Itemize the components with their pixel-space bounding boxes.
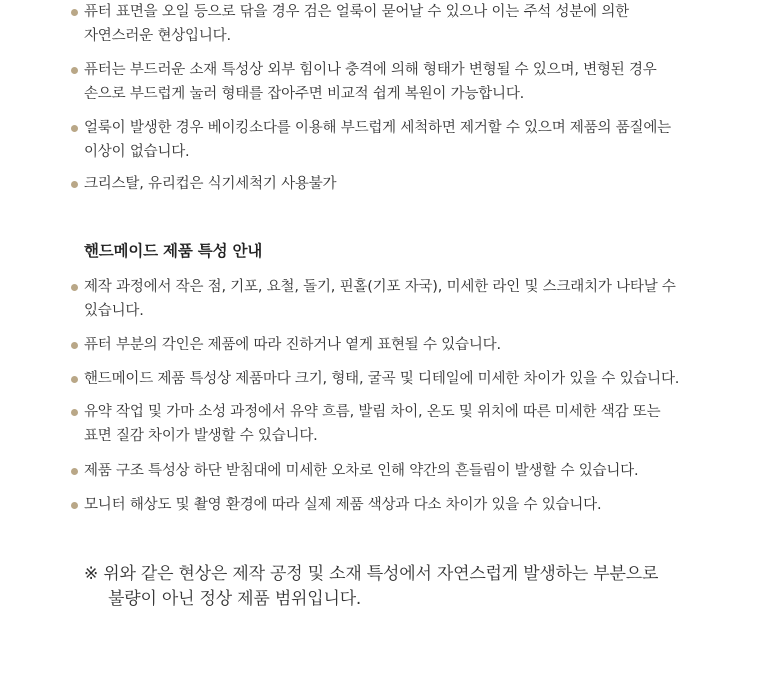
defect-notice [84,562,658,612]
handmade-item-1-line-2: 있습니다. [84,303,144,319]
bullet-dot-icon [71,376,78,383]
handmade-item-1 [0,275,704,323]
handmade-item-4-line-1: 유약 작업 및 가마 소성 과정에서 유약 흐름, 발림 차이, 온도 및 위치에 따른 미세한 색감 또는 [84,404,661,420]
bullet-dot-icon [71,409,78,416]
bullet-dot-icon [71,181,78,188]
defect-notice-line-1: ※ 위와 같은 현상은 제작 공정 및 소재 특성에서 자연스럽게 발생하는 부분으로 [84,564,659,584]
bullet-dot-icon [71,125,78,132]
care-item-4 [0,172,704,196]
handmade-item-3 [0,367,704,391]
handmade-item-3-line-1: 핸드메이드 제품 특성상 제품마다 크기, 형태, 굴곡 및 디테일에 미세한 차이가 있을 수 있습니다. [84,371,680,387]
bullet-dot-icon [71,502,78,509]
handmade-item-6 [0,493,704,517]
handmade-item-4-line-2: 표면 질감 차이가 발생할 수 있습니다. [84,428,318,444]
handmade-item-6-line-1: 모니터 해상도 및 촬영 환경에 따라 실제 제품 색상과 다소 차이가 있을 수 있습니다. [84,497,602,513]
defect-notice-line-2: 불량이 아닌 정상 제품 범위입니다. [108,589,362,609]
handmade-item-2-line-1: 퓨터 부분의 각인은 제품에 따라 진하거나 옅게 표현될 수 있습니다. [84,337,501,353]
bullet-dot-icon [71,67,78,74]
care-item-3-line-2: 이상이 없습니다. [84,144,190,160]
handmade-item-1-line-1: 제작 과정에서 작은 점, 기포, 요철, 돌기, 핀홀(기포 자국), 미세한 라인 및 스크래치가 나타날 수 [84,279,676,295]
care-item-2 [0,58,704,106]
care-item-1-line-2: 자연스러운 현상입니다. [84,28,231,44]
handmade-item-2 [0,333,704,357]
handmade-item-5-line-1: 제품 구조 특성상 하단 받침대에 미세한 오차로 인해 약간의 흔들림이 발생할 수 있습니다. [84,463,639,479]
handmade-section-title: 핸드메이드 제품 특성 안내 [84,242,263,260]
bullet-dot-icon [71,342,78,349]
care-item-1 [0,0,704,48]
bullet-dot-icon [71,284,78,291]
handmade-item-5 [0,459,704,483]
bullet-dot-icon [71,9,78,16]
care-item-3 [0,116,704,164]
handmade-item-4 [0,400,704,448]
care-item-2-line-2: 손으로 부드럽게 눌러 형태를 잡아주면 비교적 쉽게 복원이 가능합니다. [84,86,525,102]
care-item-2-line-1: 퓨터는 부드러운 소재 특성상 외부 힘이나 충격에 의해 형태가 변형될 수 있으며, 변형된 경우 [84,62,657,78]
care-item-3-line-1: 얼룩이 발생한 경우 베이킹소다를 이용해 부드럽게 세척하면 제거할 수 있으며 제품의 품질에는 [84,120,671,136]
bullet-dot-icon [71,468,78,475]
care-item-4-line-1: 크리스탈, 유리컵은 식기세척기 사용불가 [84,176,337,192]
care-item-1-line-1: 퓨터 표면을 오일 등으로 닦을 경우 검은 얼룩이 묻어날 수 있으나 이는 주석 성분에 의한 [84,4,629,20]
